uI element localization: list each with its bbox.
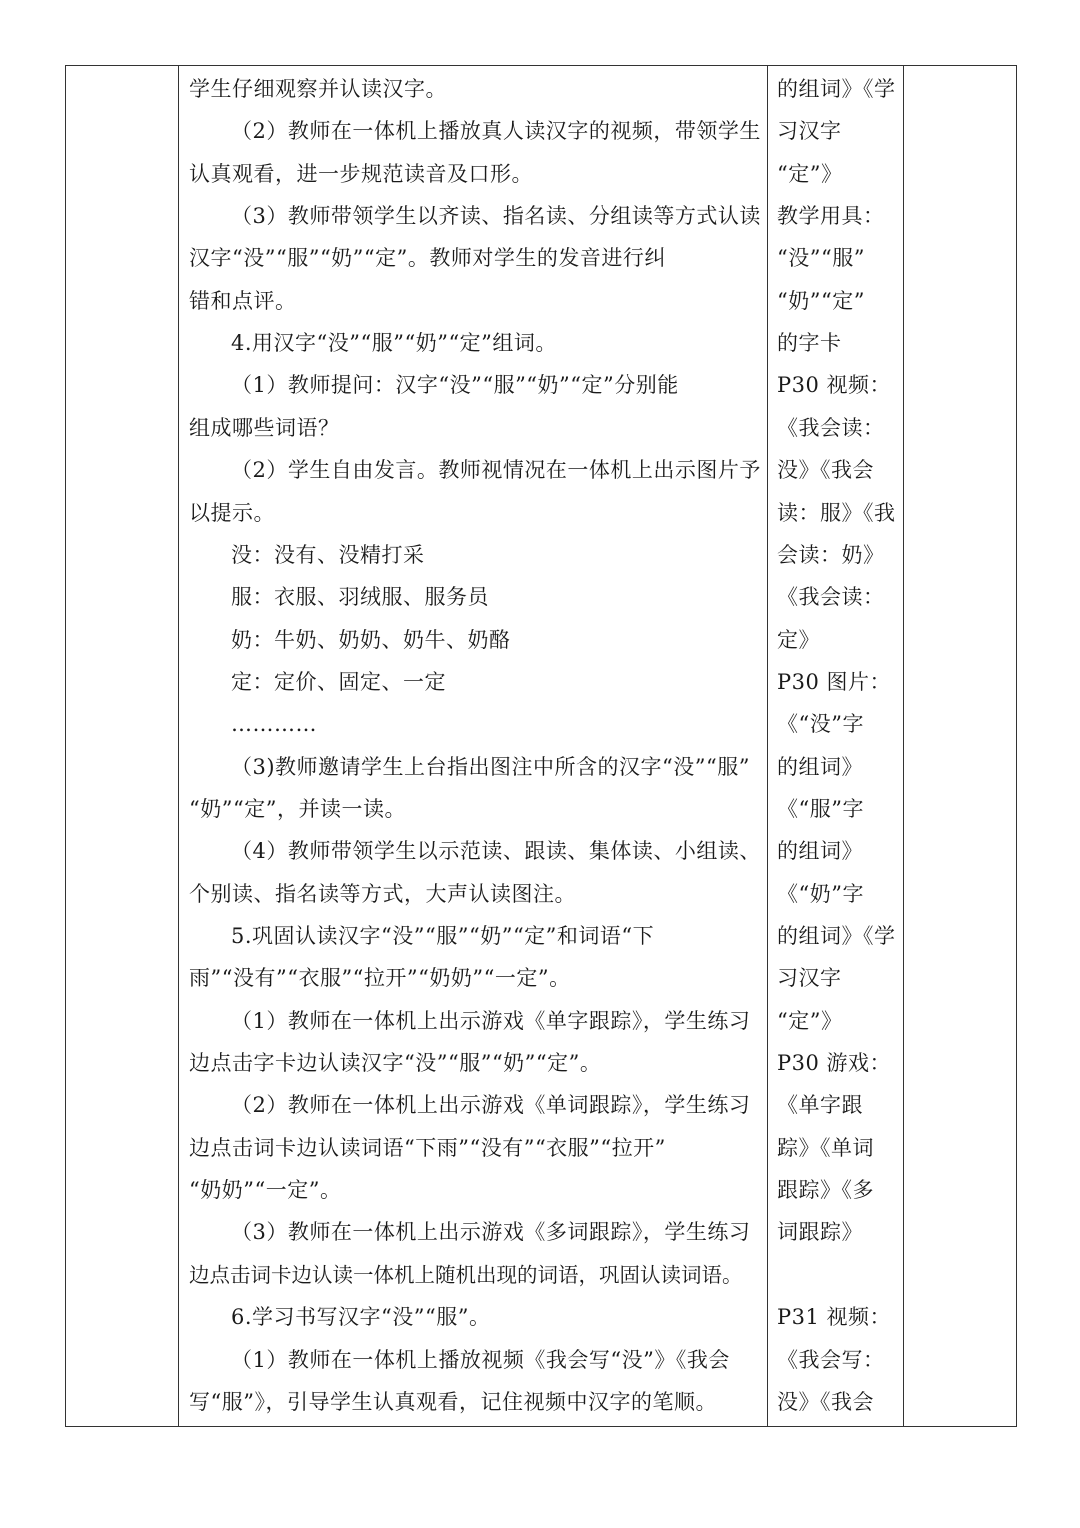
resource-text-line: 词跟踪》 — [777, 1220, 863, 1245]
process-text-line: （2）教师在一体机上播放真人读汉字的视频，带领学生 — [231, 119, 761, 144]
process-text-line: 奶：牛奶、奶奶、奶牛、奶酪 — [231, 627, 511, 652]
process-text-line: 汉字“没”“服”“奶”“定”。教师对学生的发音进行纠 — [189, 246, 666, 271]
resource-text-line: 《我会读： — [777, 415, 885, 440]
resource-text-line: 没》《我会 — [777, 458, 874, 483]
process-text-line: 认真观看，进一步规范读音及口形。 — [189, 161, 533, 186]
resource-text-line: 《“奶”字 — [777, 881, 864, 906]
resource-text-line: 没》《我会 — [777, 1389, 874, 1414]
resource-text-line: “奶”“定” — [777, 288, 865, 313]
resource-text-line: 《“服”字 — [777, 796, 864, 821]
process-text-line: 学生仔细观察并认读汉字。 — [189, 77, 447, 101]
resource-text-line: 《我会写： — [777, 1347, 885, 1372]
process-text-line: 组成哪些词语？ — [189, 415, 340, 440]
resource-text-line: 习汉字 — [777, 119, 842, 144]
process-text-line: 服：衣服、羽绒服、服务员 — [231, 585, 489, 610]
resource-text-line: P31 视频： — [777, 1305, 892, 1330]
process-text-line: 边点击词卡边认读一体机上随机出现的词语，巩固认读词语。 — [189, 1262, 743, 1287]
process-text-line: ………… — [231, 712, 317, 737]
process-text-line: （1）教师提问：汉字“没”“服”“奶”“定”分别能 — [231, 373, 679, 398]
process-text-line: 个别读、指名读等方式，大声认读图注。 — [189, 881, 576, 906]
process-text-line: （4）教师带领学生以示范读、跟读、集体读、小组读、 — [231, 839, 761, 864]
process-text-line: 以提示。 — [189, 500, 275, 525]
process-text-line: 错和点评。 — [189, 288, 297, 313]
resource-text-line: 的字卡 — [777, 331, 842, 356]
process-text-line: 写“服”》，引导学生认真观看，记住视频中汉字的笔顺。 — [189, 1389, 717, 1414]
resource-text-line: 的组词》 — [777, 754, 863, 779]
process-text-line: 5.巩固认读汉字“没”“服”“奶”“定”和词语“下 — [231, 924, 655, 948]
resource-text-line: 会读：奶》 — [777, 542, 885, 567]
process-text-line: 雨”“没有”“衣服”“拉开”“奶奶”“一定”。 — [189, 966, 571, 991]
process-text-line: 6.学习书写汉字“没”“服”。 — [231, 1305, 491, 1330]
process-text-line: （1）教师在一体机上播放视频《我会写“没”》《我会 — [231, 1347, 730, 1372]
resource-text-line: P30 视频： — [777, 373, 892, 398]
resource-text-line: P30 游戏： — [777, 1051, 892, 1076]
lesson-table — [65, 65, 1017, 1427]
teaching-process-cell — [179, 66, 767, 1426]
teaching-resources-cell — [768, 66, 903, 1426]
process-text-line: 4.用汉字“没”“服”“奶”“定”组词。 — [231, 331, 557, 356]
empty-cell-right — [904, 66, 1016, 1426]
process-text-line: “奶”“定”，并读一读。 — [189, 796, 406, 821]
process-text-line: “奶奶”“一定”。 — [189, 1178, 342, 1203]
resource-text-line: “定”》 — [777, 161, 843, 186]
resource-text-line: 习汉字 — [777, 966, 842, 991]
resource-text-line: P30 图片： — [777, 669, 892, 694]
resource-text-line: 的组词》 — [777, 839, 863, 864]
resource-text-line: 跟踪》《多 — [777, 1178, 874, 1203]
resource-text-line: 《我会读： — [777, 585, 885, 610]
process-text-line: 边点击词卡边认读词语“下雨”“没有”“衣服”“拉开” — [189, 1135, 666, 1160]
process-text-line: （3)教师邀请学生上台指出图注中所含的汉字“没”“服” — [231, 754, 750, 779]
process-text-line: （1）教师在一体机上出示游戏《单字跟踪》，学生练习 — [231, 1008, 751, 1033]
resource-text-line: 的组词》《学 — [777, 77, 896, 101]
resource-text-line: 的组词》《学 — [777, 924, 896, 948]
resource-text-line: 定》 — [777, 627, 820, 652]
empty-cell-left — [66, 66, 178, 1426]
resource-text-line: 《“没”字 — [777, 712, 864, 737]
process-text-line: （3）教师在一体机上出示游戏《多词跟踪》，学生练习 — [231, 1220, 751, 1245]
resource-text-line: 踪》《单词 — [777, 1135, 874, 1160]
process-text-line: （3）教师带领学生以齐读、指名读、分组读等方式认读 — [231, 204, 761, 229]
resource-text-line: 读：服》《我 — [777, 500, 896, 525]
process-text-line: 定：定价、固定、一定 — [231, 669, 446, 694]
process-text-line: 边点击字卡边认读汉字“没”“服”“奶”“定”。 — [189, 1051, 602, 1076]
resource-text-line: 教学用具： — [777, 204, 885, 229]
process-text-line: 没：没有、没精打采 — [231, 542, 425, 567]
resource-text-line: “定”》 — [777, 1008, 843, 1033]
process-text-line: （2）学生自由发言。教师视情况在一体机上出示图片予 — [231, 458, 761, 483]
resource-text-line: 《单字跟 — [777, 1093, 863, 1118]
resource-text-line: “没”“服” — [777, 246, 865, 271]
process-text-line: （2）教师在一体机上出示游戏《单词跟踪》，学生练习 — [231, 1093, 751, 1118]
